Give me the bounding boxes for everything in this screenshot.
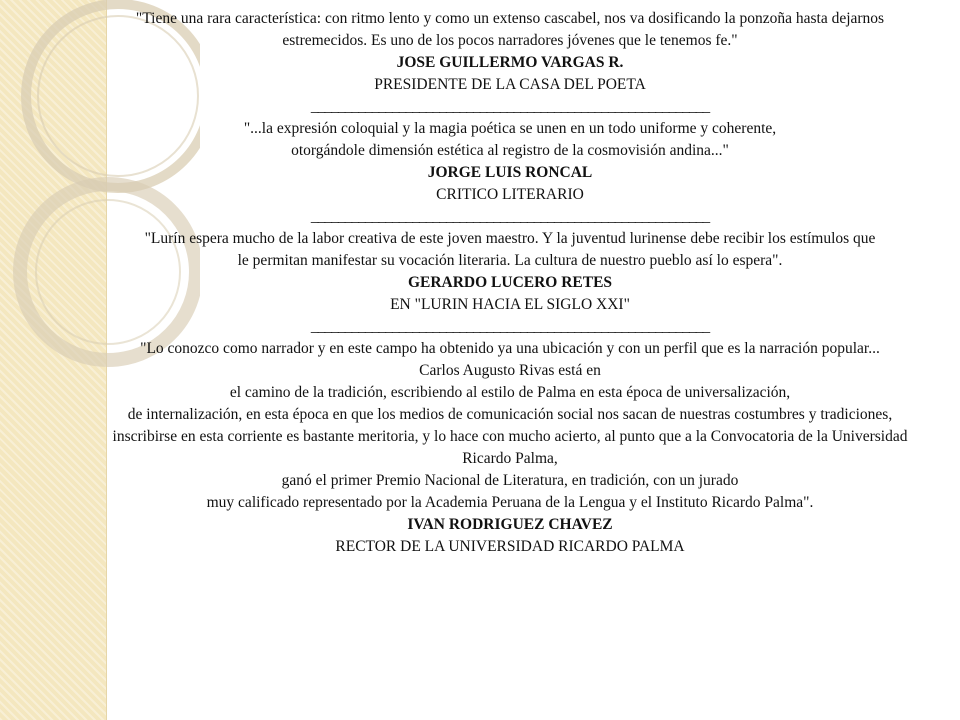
decorative-side-panel — [0, 0, 107, 720]
quote-text: "Lo conozco como narrador y en este campo ha obtenido ya una ubicación y con un perfil que es la narración popular... — [140, 340, 880, 357]
separator-line: ___________________________________________________________ — [310, 208, 710, 225]
quote-author-title: PRESIDENTE DE LA CASA DEL POETA — [374, 76, 646, 93]
quote-text: le permitan manifestar su vocación literaria. La cultura de nuestro pueblo así lo espera". — [237, 252, 783, 269]
separator-line: ___________________________________________________________ — [310, 318, 710, 335]
quote-text: "Tiene una rara característica: con ritmo lento y como un extenso cascabel, nos va dosificando la ponzoña hasta dejarnos estremecidos. Es uno de los pocos narradores jóvenes que le tenemos fe." — [135, 10, 885, 49]
testimonial-3 — [106, 228, 914, 338]
quote-text: de internalización, en esta época en que los medios de comunicación social nos sacan de nuestras costumbres y tradiciones, — [127, 406, 893, 423]
quote-text: "Lurín espera mucho de la labor creativa de este joven maestro. Y la juventud lurinense debe recibir los estímulos que — [144, 230, 876, 247]
separator-line: ___________________________________________________________ — [310, 98, 710, 115]
quote-author-title: EN "LURIN HACIA EL SIGLO XXI" — [390, 296, 630, 313]
quote-author: GERARDO LUCERO RETES — [407, 274, 613, 291]
quote-text: otorgándole dimensión estética al registro de la cosmovisión andina..." — [291, 142, 729, 159]
quote-author: JOSE GUILLERMO VARGAS R. — [396, 54, 624, 71]
quote-author: JORGE LUIS RONCAL — [427, 164, 593, 181]
testimonial-2 — [106, 118, 914, 228]
quote-author-title: CRITICO LITERARIO — [436, 186, 584, 203]
quote-text: inscribirse en esta corriente es bastante meritoria, y lo hace con mucho acierto, al punto que a la Convocatoria de la Universidad Ricardo Palma, — [112, 428, 908, 467]
testimonials-content — [106, 8, 914, 558]
quote-text: "...la expresión coloquial y la magia poética se unen en un todo uniforme y coherente, — [243, 120, 777, 137]
quote-text: Carlos Augusto Rivas está en — [419, 362, 601, 379]
testimonial-4 — [106, 338, 914, 558]
quote-text: muy calificado representado por la Academia Peruana de la Lengua y el Instituto Ricardo Palma". — [206, 494, 814, 511]
testimonial-1 — [106, 8, 914, 118]
quote-text: el camino de la tradición, escribiendo al estilo de Palma en esta época de universalización, — [229, 384, 791, 401]
quote-author: IVAN RODRIGUEZ CHAVEZ — [407, 516, 613, 533]
quote-author-title: RECTOR DE LA UNIVERSIDAD RICARDO PALMA — [335, 538, 685, 555]
quote-text: ganó el primer Premio Nacional de Literatura, en tradición, con un jurado — [281, 472, 739, 489]
